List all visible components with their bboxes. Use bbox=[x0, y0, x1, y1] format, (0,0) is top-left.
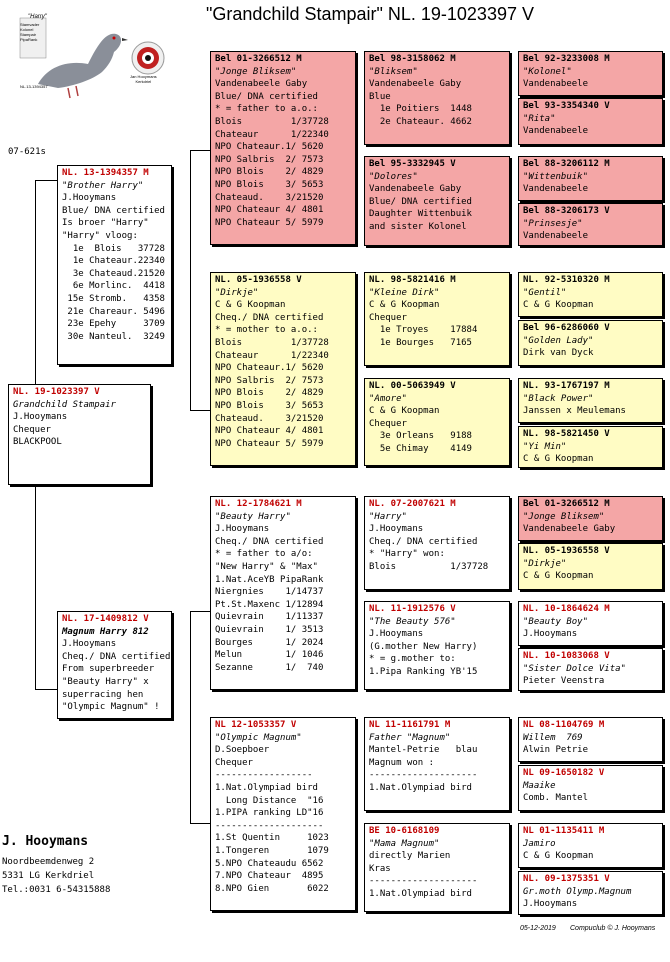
gen4-name: Jamiro bbox=[523, 838, 556, 849]
gen4-ring: NL 08-1104769 M bbox=[523, 720, 605, 730]
gen4-ring: NL. 10-1083068 V bbox=[523, 651, 610, 661]
gen2-line: Pt.St.Maxenc 1/12894 bbox=[215, 599, 324, 610]
gen2-line: NPO Chateaur 4/ 4801 bbox=[215, 426, 324, 437]
gen2-line: 1.St Quentin 1023 bbox=[215, 833, 329, 844]
gen3-name: "Bliksem" bbox=[369, 66, 418, 77]
gen3-box-6 bbox=[364, 601, 510, 690]
gen3-line: and sister Kolonel bbox=[369, 221, 467, 232]
gen3-line: 1e Troyes 17884 bbox=[369, 325, 478, 336]
gen4-name: Willem 769 bbox=[523, 732, 583, 743]
gen4-name: "Prinsesje" bbox=[523, 218, 583, 229]
sire-line: "Harry" vloog: bbox=[62, 230, 138, 241]
gen4-ring: NL 09-1650182 V bbox=[523, 768, 605, 778]
gen4-name: "Rita" bbox=[523, 113, 556, 124]
gen3-line: 2e Chateaur. 4662 bbox=[369, 116, 472, 127]
gen4-box-13 bbox=[518, 717, 663, 762]
gen2-box-2 bbox=[210, 272, 356, 466]
breeder-address bbox=[2, 855, 110, 897]
gen3-line: J.Hooymans bbox=[369, 524, 424, 535]
gen2-line: NPO Blois 3/ 5653 bbox=[215, 400, 324, 411]
gen3-line: Mantel-Petrie blau bbox=[369, 745, 478, 756]
gen2-line: 1.Nat.Olympiad bird bbox=[215, 782, 318, 793]
gen4-box-6 bbox=[518, 320, 663, 366]
gen4-line: C & G Koopman bbox=[523, 300, 594, 311]
gen2-line: "New Harry" & "Max" bbox=[215, 561, 318, 572]
gen4-line: Janssen x Meulemans bbox=[523, 406, 626, 417]
gen4-name: "Jonge Bliksem" bbox=[523, 511, 605, 522]
dam-line: "Olympic Magnum" ! bbox=[62, 702, 160, 713]
footer-credit: Compuclub © J. Hooymans bbox=[570, 925, 656, 932]
sire-box bbox=[57, 165, 172, 365]
gen2-name: "Jonge Bliksem" bbox=[215, 66, 297, 77]
gen4-box-3 bbox=[518, 156, 663, 201]
gen2-line: Long Distance "16 bbox=[215, 795, 324, 806]
gen4-line: Comb. Mantel bbox=[523, 793, 589, 804]
gen3-line: Blue/ DNA certified bbox=[369, 196, 472, 207]
sire-line: 23e Epehy 3709 bbox=[62, 319, 165, 330]
gen2-line: ------------------ bbox=[215, 770, 313, 781]
dam-ring: NL. 17-1409812 V bbox=[62, 614, 149, 624]
gen3-name: "Amore" bbox=[369, 393, 407, 404]
gen3-line: (G.mother New Harry) bbox=[369, 641, 478, 652]
gen4-box-12 bbox=[518, 648, 663, 691]
gen4-ring: NL. 10-1864624 M bbox=[523, 604, 610, 614]
gen2-line: 1.Tongeren 1079 bbox=[215, 845, 329, 856]
gen3-line: Chequer bbox=[369, 418, 407, 429]
gen3-line: Vandenabeele Gaby bbox=[369, 79, 462, 90]
gen4-line: Vandenabeele bbox=[523, 184, 589, 195]
gen3-ring: Bel 98-3158062 M bbox=[369, 54, 456, 64]
gen2-line: Quievrain 1/11337 bbox=[215, 612, 324, 623]
gen4-line: Alwin Petrie bbox=[523, 745, 589, 756]
gen4-box-8 bbox=[518, 426, 663, 468]
gen2-line: NPO Chateaur.1/ 5620 bbox=[215, 142, 324, 153]
reference-code: 07-621s bbox=[8, 147, 46, 157]
subject-name: Grandchild Stampair bbox=[13, 399, 116, 410]
gen2-name: "Olympic Magnum" bbox=[215, 732, 302, 743]
gen4-name: Gr.moth Olymp.Magnum bbox=[523, 886, 632, 897]
gen4-line: C & G Koopman bbox=[523, 851, 594, 862]
gen2-line: NPO Salbris 2/ 7573 bbox=[215, 154, 324, 165]
gen3-box-8 bbox=[364, 823, 510, 912]
gen2-line: Bourges 1/ 2024 bbox=[215, 637, 324, 648]
gen2-line: NPO Chateaur 4/ 4801 bbox=[215, 205, 324, 216]
dam-line: From superbreeder bbox=[62, 664, 155, 675]
gen2-line: Sezanne 1/ 740 bbox=[215, 662, 324, 673]
gen4-box-5 bbox=[518, 272, 663, 317]
subject-box bbox=[8, 384, 151, 485]
gen3-box-3 bbox=[364, 272, 510, 366]
gen2-line: 7.NPO Chateaur 4895 bbox=[215, 871, 324, 882]
gen4-name: "Beauty Boy" bbox=[523, 616, 589, 627]
gen4-name: "Sister Dolce Vita" bbox=[523, 663, 626, 674]
gen4-box-11 bbox=[518, 601, 663, 646]
gen4-box-2 bbox=[518, 98, 663, 145]
gen2-line: J.Hooymans bbox=[215, 524, 270, 535]
gen4-box-7 bbox=[518, 378, 663, 423]
gen4-ring: NL. 05-1936558 V bbox=[523, 546, 610, 556]
gen3-ring: NL. 98-5821416 M bbox=[369, 275, 456, 285]
gen3-name: "Harry" bbox=[369, 511, 407, 522]
subject-color: Chequer bbox=[13, 424, 51, 435]
gen4-name: "Black Power" bbox=[523, 393, 594, 404]
gen3-line: C & G Koopman bbox=[369, 300, 440, 311]
gen4-line: Vandenabeele Gaby bbox=[523, 524, 616, 535]
gen3-line: 1.Nat.Olympiad bird bbox=[369, 782, 472, 793]
gen2-line: C & G Koopman bbox=[215, 300, 286, 311]
gen4-ring: Bel 88-3206112 M bbox=[523, 159, 610, 169]
gen4-name: "Wittenbuik" bbox=[523, 171, 589, 182]
sire-line: 15e Stromb. 4358 bbox=[62, 293, 165, 304]
gen3-line: Magnum won : bbox=[369, 757, 435, 768]
gen2-line: 1.Nat.AceYB PipaRank bbox=[215, 574, 324, 585]
gen2-line: Chateaud. 3/21520 bbox=[215, 192, 324, 203]
gen4-box-10 bbox=[518, 543, 663, 590]
gen4-name: "Gentil" bbox=[523, 287, 567, 298]
gen3-ring: NL. 11-1912576 V bbox=[369, 604, 456, 614]
gen4-line: C & G Koopman bbox=[523, 454, 594, 465]
gen3-name: "Kleine Dirk" bbox=[369, 287, 440, 298]
gen2-ring: NL. 12-1784621 M bbox=[215, 499, 302, 509]
sire-line: 3e Chateaud.21520 bbox=[62, 268, 165, 279]
gen3-box-1 bbox=[364, 51, 510, 145]
gen3-ring: NL 11-1161791 M bbox=[369, 720, 451, 730]
gen2-line: D.Soepboer bbox=[215, 745, 270, 756]
sire-line: 1e Blois 37728 bbox=[62, 243, 165, 254]
gen4-line: J.Hooymans bbox=[523, 629, 578, 640]
page-title: "Grandchild Stampair" NL. 19-1023397 V bbox=[206, 4, 534, 24]
gen4-ring: Bel 96-6286060 V bbox=[523, 323, 610, 333]
gen2-line: Chateaur 1/22340 bbox=[215, 129, 329, 140]
footer-date: 05-12-2019 bbox=[520, 925, 556, 932]
gen2-line: Niergnies 1/14737 bbox=[215, 587, 324, 598]
gen2-line: Chateaud. 3/21520 bbox=[215, 413, 324, 424]
logo-label-top: "Harry" bbox=[28, 14, 47, 20]
sire-name: "Brother Harry" bbox=[62, 180, 144, 191]
sire-line: 30e Nanteul. 3249 bbox=[62, 331, 165, 342]
gen3-line: Chequer bbox=[369, 312, 407, 323]
gen2-line: Quievrain 1/ 3513 bbox=[215, 624, 324, 635]
gen4-name: "Yi Min" bbox=[523, 441, 567, 452]
gen3-line: C & G Koopman bbox=[369, 406, 440, 417]
gen2-ring: NL. 05-1936558 V bbox=[215, 275, 302, 285]
sire-line: Is broer "Harry" bbox=[62, 218, 149, 229]
gen3-line: Blois 1/37728 bbox=[369, 561, 489, 572]
gen4-line: Vandenabeele bbox=[523, 231, 589, 242]
gen2-line: Blois 1/37728 bbox=[215, 116, 329, 127]
gen3-line: 1e Poitiers 1448 bbox=[369, 104, 472, 115]
gen3-ring: NL. 07-2007621 M bbox=[369, 499, 456, 509]
sire-line: 21e Chareaur. 5496 bbox=[62, 306, 165, 317]
gen2-line: NPO Salbris 2/ 7573 bbox=[215, 375, 324, 386]
gen3-name: "Mama Magnum" bbox=[369, 838, 440, 849]
gen2-line: NPO Blois 3/ 5653 bbox=[215, 179, 324, 190]
subject-note: BLACKPOOL bbox=[13, 437, 62, 448]
gen4-line: Vandenabeele bbox=[523, 79, 589, 90]
gen2-line: * = mother to a.o.: bbox=[215, 325, 318, 336]
dam-line: superracing hen bbox=[62, 689, 144, 700]
sire-line: J.Hooymans bbox=[62, 193, 117, 204]
gen4-ring: Bel 93-3354340 V bbox=[523, 101, 610, 111]
gen4-line: Vandenabeele bbox=[523, 126, 589, 137]
gen2-ring: Bel 01-3266512 M bbox=[215, 54, 302, 64]
gen2-line: Blue/ DNA certified bbox=[215, 91, 318, 102]
gen4-ring: Bel 88-3206173 V bbox=[523, 206, 610, 216]
gen2-box-3 bbox=[210, 496, 356, 690]
logo-label-bottom-left: NL.13-1394357 bbox=[20, 84, 48, 89]
gen4-ring: NL. 93-1767197 M bbox=[523, 381, 610, 391]
gen2-line: Cheq./ DNA certified bbox=[215, 312, 324, 323]
gen3-box-2 bbox=[364, 156, 510, 246]
dam-box bbox=[57, 611, 172, 719]
gen4-box-15 bbox=[518, 823, 663, 868]
gen4-name: Maaike bbox=[523, 780, 556, 791]
gen4-ring: Bel 92-3233008 M bbox=[523, 54, 610, 64]
gen3-line: J.Hooymans bbox=[369, 629, 424, 640]
gen3-box-7 bbox=[364, 717, 510, 811]
gen2-line: 5.NPO Chateaudu 6562 bbox=[215, 858, 324, 869]
gen2-line: 8.NPO Gien 6022 bbox=[215, 883, 329, 894]
gen4-box-16 bbox=[518, 871, 663, 915]
gen4-name: "Dirkje" bbox=[523, 558, 567, 569]
breeder-name: J. Hooymans bbox=[2, 834, 89, 849]
gen3-line: directly Marien bbox=[369, 851, 451, 862]
gen3-line: Blue bbox=[369, 91, 391, 102]
gen2-line: Vandenabeele Gaby bbox=[215, 79, 308, 90]
gen2-box-4 bbox=[210, 717, 356, 911]
gen4-ring: NL. 92-5310320 M bbox=[523, 275, 610, 285]
gen2-line: 1.PIPA ranking LD"16 bbox=[215, 808, 324, 819]
pigeon-logo bbox=[18, 14, 178, 106]
dam-line: Cheq./ DNA certified bbox=[62, 651, 171, 662]
gen2-line: Cheq./ DNA certified bbox=[215, 536, 324, 547]
gen4-ring: Bel 01-3266512 M bbox=[523, 499, 610, 509]
gen4-box-4 bbox=[518, 203, 663, 246]
dam-line: J.Hooymans bbox=[62, 639, 117, 650]
sire-line: 6e Morlinc. 4418 bbox=[62, 281, 165, 292]
sire-line: 1e Chateaur.22340 bbox=[62, 256, 165, 267]
gen4-line: Dirk van Dyck bbox=[523, 348, 594, 359]
gen4-ring: NL 01-1135411 M bbox=[523, 826, 605, 836]
gen2-line: NPO Chateaur 5/ 5979 bbox=[215, 217, 324, 228]
gen4-ring: NL. 98-5821450 V bbox=[523, 429, 610, 439]
gen2-line: NPO Blois 2/ 4829 bbox=[215, 388, 324, 399]
gen3-ring: NL. 00-5063949 V bbox=[369, 381, 456, 391]
gen4-box-1 bbox=[518, 51, 663, 96]
gen4-line: C & G Koopman bbox=[523, 571, 594, 582]
gen3-ring: BE 10-6168109 bbox=[369, 826, 440, 836]
gen4-name: "Kolonel" bbox=[523, 66, 572, 77]
dam-name: Magnum Harry 812 bbox=[62, 626, 149, 637]
gen3-ring: Bel 95-3332945 V bbox=[369, 159, 456, 169]
gen3-line: 1e Bourges 7165 bbox=[369, 337, 472, 348]
gen2-name: "Dirkje" bbox=[215, 287, 259, 298]
gen2-line: Chateaur 1/22340 bbox=[215, 350, 329, 361]
gen2-line: * = father to a/o: bbox=[215, 549, 313, 560]
gen4-line: Pieter Veenstra bbox=[523, 676, 605, 687]
gen3-line: Daughter Wittenbuik bbox=[369, 209, 472, 220]
gen3-line: -------------------- bbox=[369, 770, 478, 781]
breeder-city: 5331 LG Kerkdriel bbox=[2, 871, 95, 881]
gen2-line: -------------------- bbox=[215, 820, 324, 831]
gen3-line: Cheq./ DNA certified bbox=[369, 536, 478, 547]
subject-ring: NL. 19-1023397 V bbox=[13, 387, 100, 397]
gen3-line: Kras bbox=[369, 863, 391, 874]
gen3-line: * = g.mother to: bbox=[369, 654, 456, 665]
gen2-line: NPO Chateaur.1/ 5620 bbox=[215, 363, 324, 374]
gen3-box-4 bbox=[364, 378, 510, 466]
gen4-box-9 bbox=[518, 496, 663, 541]
sire-ring: NL. 13-1394357 M bbox=[62, 168, 149, 178]
gen4-box-14 bbox=[518, 765, 663, 811]
gen3-name: Father "Magnum" bbox=[369, 732, 451, 743]
gen2-line: Chequer bbox=[215, 757, 253, 768]
gen3-line: 5e Chimay 4149 bbox=[369, 443, 472, 454]
breeder-phone: Tel.:0031 6-54315888 bbox=[2, 885, 111, 895]
gen4-name: "Golden Lady" bbox=[523, 335, 594, 346]
gen3-line: Vandenabeele Gaby bbox=[369, 184, 462, 195]
gen3-box-5 bbox=[364, 496, 510, 590]
gen3-line: -------------------- bbox=[369, 876, 478, 887]
gen2-line: * = father to a.o.: bbox=[215, 104, 318, 115]
gen3-line: * "Harry" won: bbox=[369, 549, 445, 560]
gen3-line: 1.Pipa Ranking YB'15 bbox=[369, 666, 478, 677]
dam-line: "Beauty Harry" x bbox=[62, 676, 149, 687]
sire-line: Blue/ DNA certified bbox=[62, 205, 165, 216]
gen2-line: NPO Blois 2/ 4829 bbox=[215, 167, 324, 178]
breeder-street: Noordbeemdenweg 2 bbox=[2, 857, 95, 867]
subject-owner: J.Hooymans bbox=[13, 412, 68, 423]
gen4-ring: NL. 09-1375351 V bbox=[523, 874, 610, 884]
gen2-line: Blois 1/37728 bbox=[215, 337, 329, 348]
gen2-box-1 bbox=[210, 51, 356, 245]
logo-label-bottom-right: Jan Hooymans Kerkdriel bbox=[130, 74, 157, 84]
gen3-line: 1.Nat.Olympiad bird bbox=[369, 888, 472, 899]
gen2-name: "Beauty Harry" bbox=[215, 511, 291, 522]
logo-label-left: Stamvader Kolonel Stampair PipaRank bbox=[20, 22, 40, 42]
gen2-line: Melun 1/ 1046 bbox=[215, 650, 324, 661]
gen3-line: 3e Orleans 9188 bbox=[369, 431, 472, 442]
gen2-ring: NL 12-1053357 V bbox=[215, 720, 297, 730]
gen3-name: "Dolores" bbox=[369, 171, 418, 182]
gen3-name: "The Beauty 576" bbox=[369, 616, 456, 627]
gen2-line: NPO Chateaur 5/ 5979 bbox=[215, 438, 324, 449]
gen4-line: J.Hooymans bbox=[523, 899, 578, 910]
